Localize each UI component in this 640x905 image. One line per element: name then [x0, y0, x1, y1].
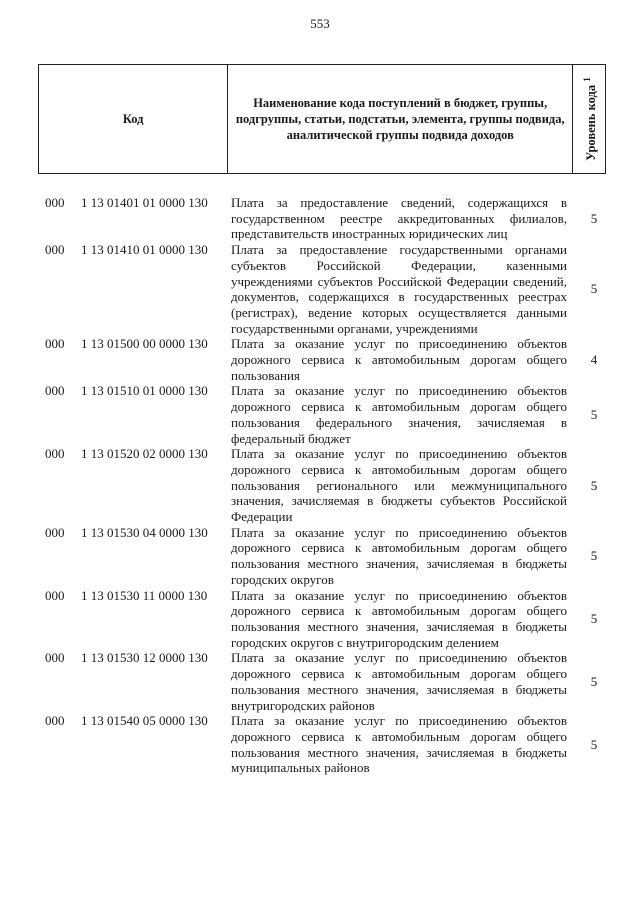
row-level: 4: [590, 351, 598, 367]
table-row: [0, 588, 640, 651]
row-code: 1 13 01530 04 0000 130: [81, 524, 208, 540]
header-name: Наименование кода поступлений в бюджет, группы, подгруппы, статьи, подстатьи, элемента, группы подвида, аналитической группы подвида доходов: [228, 65, 573, 173]
row-description: Плата за оказание услуг по присоединению объектов дорожного сервиса к автомобильным дорогам общего пользования местного значения, зачисляемая в бюджеты внутригородских районов: [231, 650, 567, 713]
row-level: 5: [590, 673, 598, 689]
row-code: 1 13 01530 12 0000 130: [81, 650, 208, 666]
row-description: Плата за оказание услуг по присоединению объектов дорожного сервиса к автомобильным дорогам общего пользования: [231, 336, 567, 383]
row-prefix: 000: [45, 336, 65, 352]
row-description: Плата за оказание услуг по присоединению объектов дорожного сервиса к автомобильным дорогам общего пользования федерального значения, зачисляемая в федеральный бюджет: [231, 383, 567, 446]
row-description: Плата за оказание услуг по присоединению объектов дорожного сервиса к автомобильным дорогам общего пользования местного значения, зачисляемая в бюджеты муниципальных районов: [231, 713, 567, 776]
table-header: [38, 64, 606, 174]
row-level: 5: [590, 548, 598, 564]
row-level: 5: [590, 477, 598, 493]
row-code: 1 13 01520 02 0000 130: [81, 446, 208, 462]
row-prefix: 000: [45, 383, 65, 399]
row-description: Плата за оказание услуг по присоединению объектов дорожного сервиса к автомобильным дорогам общего пользования регионального или межмуниципального значения, зачисляемая в бюджеты субъектов Российской Федерации: [231, 446, 567, 525]
row-description: Плата за предоставление государственными органами субъектов Российской Федерации, казенными учреждениями субъектов Российской Федерации сведений, документов, содержащихся в государственных реестрах (регистрах), ведение которых осуществляется данными государственными органами, учреждениями: [231, 242, 567, 336]
table-body: [0, 195, 640, 776]
row-description: Плата за оказание услуг по присоединению объектов дорожного сервиса к автомобильным дорогам общего пользования местного значения, зачисляемая в бюджеты городских округов с внутригородским делением: [231, 587, 567, 650]
row-prefix: 000: [45, 446, 65, 462]
table-row: [0, 713, 640, 776]
row-code: 1 13 01500 00 0000 130: [81, 336, 208, 352]
row-prefix: 000: [45, 242, 65, 258]
table-row: [0, 336, 640, 383]
row-prefix: 000: [45, 195, 65, 210]
row-prefix: 000: [45, 650, 65, 666]
row-prefix: 000: [45, 713, 65, 729]
row-code: 1 13 01540 05 0000 130: [81, 713, 208, 729]
header-level-footnote: 1: [581, 77, 592, 82]
row-code: 1 13 01401 01 0000 130: [81, 195, 208, 210]
page-number: 553: [310, 16, 330, 31]
row-level: 5: [590, 610, 598, 626]
row-level: 5: [590, 736, 598, 752]
table-row: [0, 383, 640, 446]
header-level-label: Уровень кода: [584, 84, 599, 161]
header-code: Код: [39, 65, 228, 173]
row-level: 5: [590, 406, 598, 422]
row-level: 5: [590, 281, 598, 297]
row-description: Плата за предоставление сведений, содержащихся в государственном реестре аккредитованных филиалов, представительств иностранных юридических лиц: [231, 195, 567, 242]
table-row: [0, 446, 640, 525]
table-row: [0, 195, 640, 242]
row-code: 1 13 01410 01 0000 130: [81, 242, 208, 258]
table-row: [0, 650, 640, 713]
row-level: 5: [590, 210, 598, 226]
header-level: [573, 65, 605, 173]
row-prefix: 000: [45, 587, 65, 603]
table-row: [0, 525, 640, 588]
row-prefix: 000: [45, 524, 65, 540]
row-code: 1 13 01530 11 0000 130: [81, 587, 208, 603]
table-row: [0, 242, 640, 336]
row-description: Плата за оказание услуг по присоединению объектов дорожного сервиса к автомобильным дорогам общего пользования местного значения, зачисляемая в бюджеты городских округов: [231, 524, 567, 587]
row-code: 1 13 01510 01 0000 130: [81, 383, 208, 399]
